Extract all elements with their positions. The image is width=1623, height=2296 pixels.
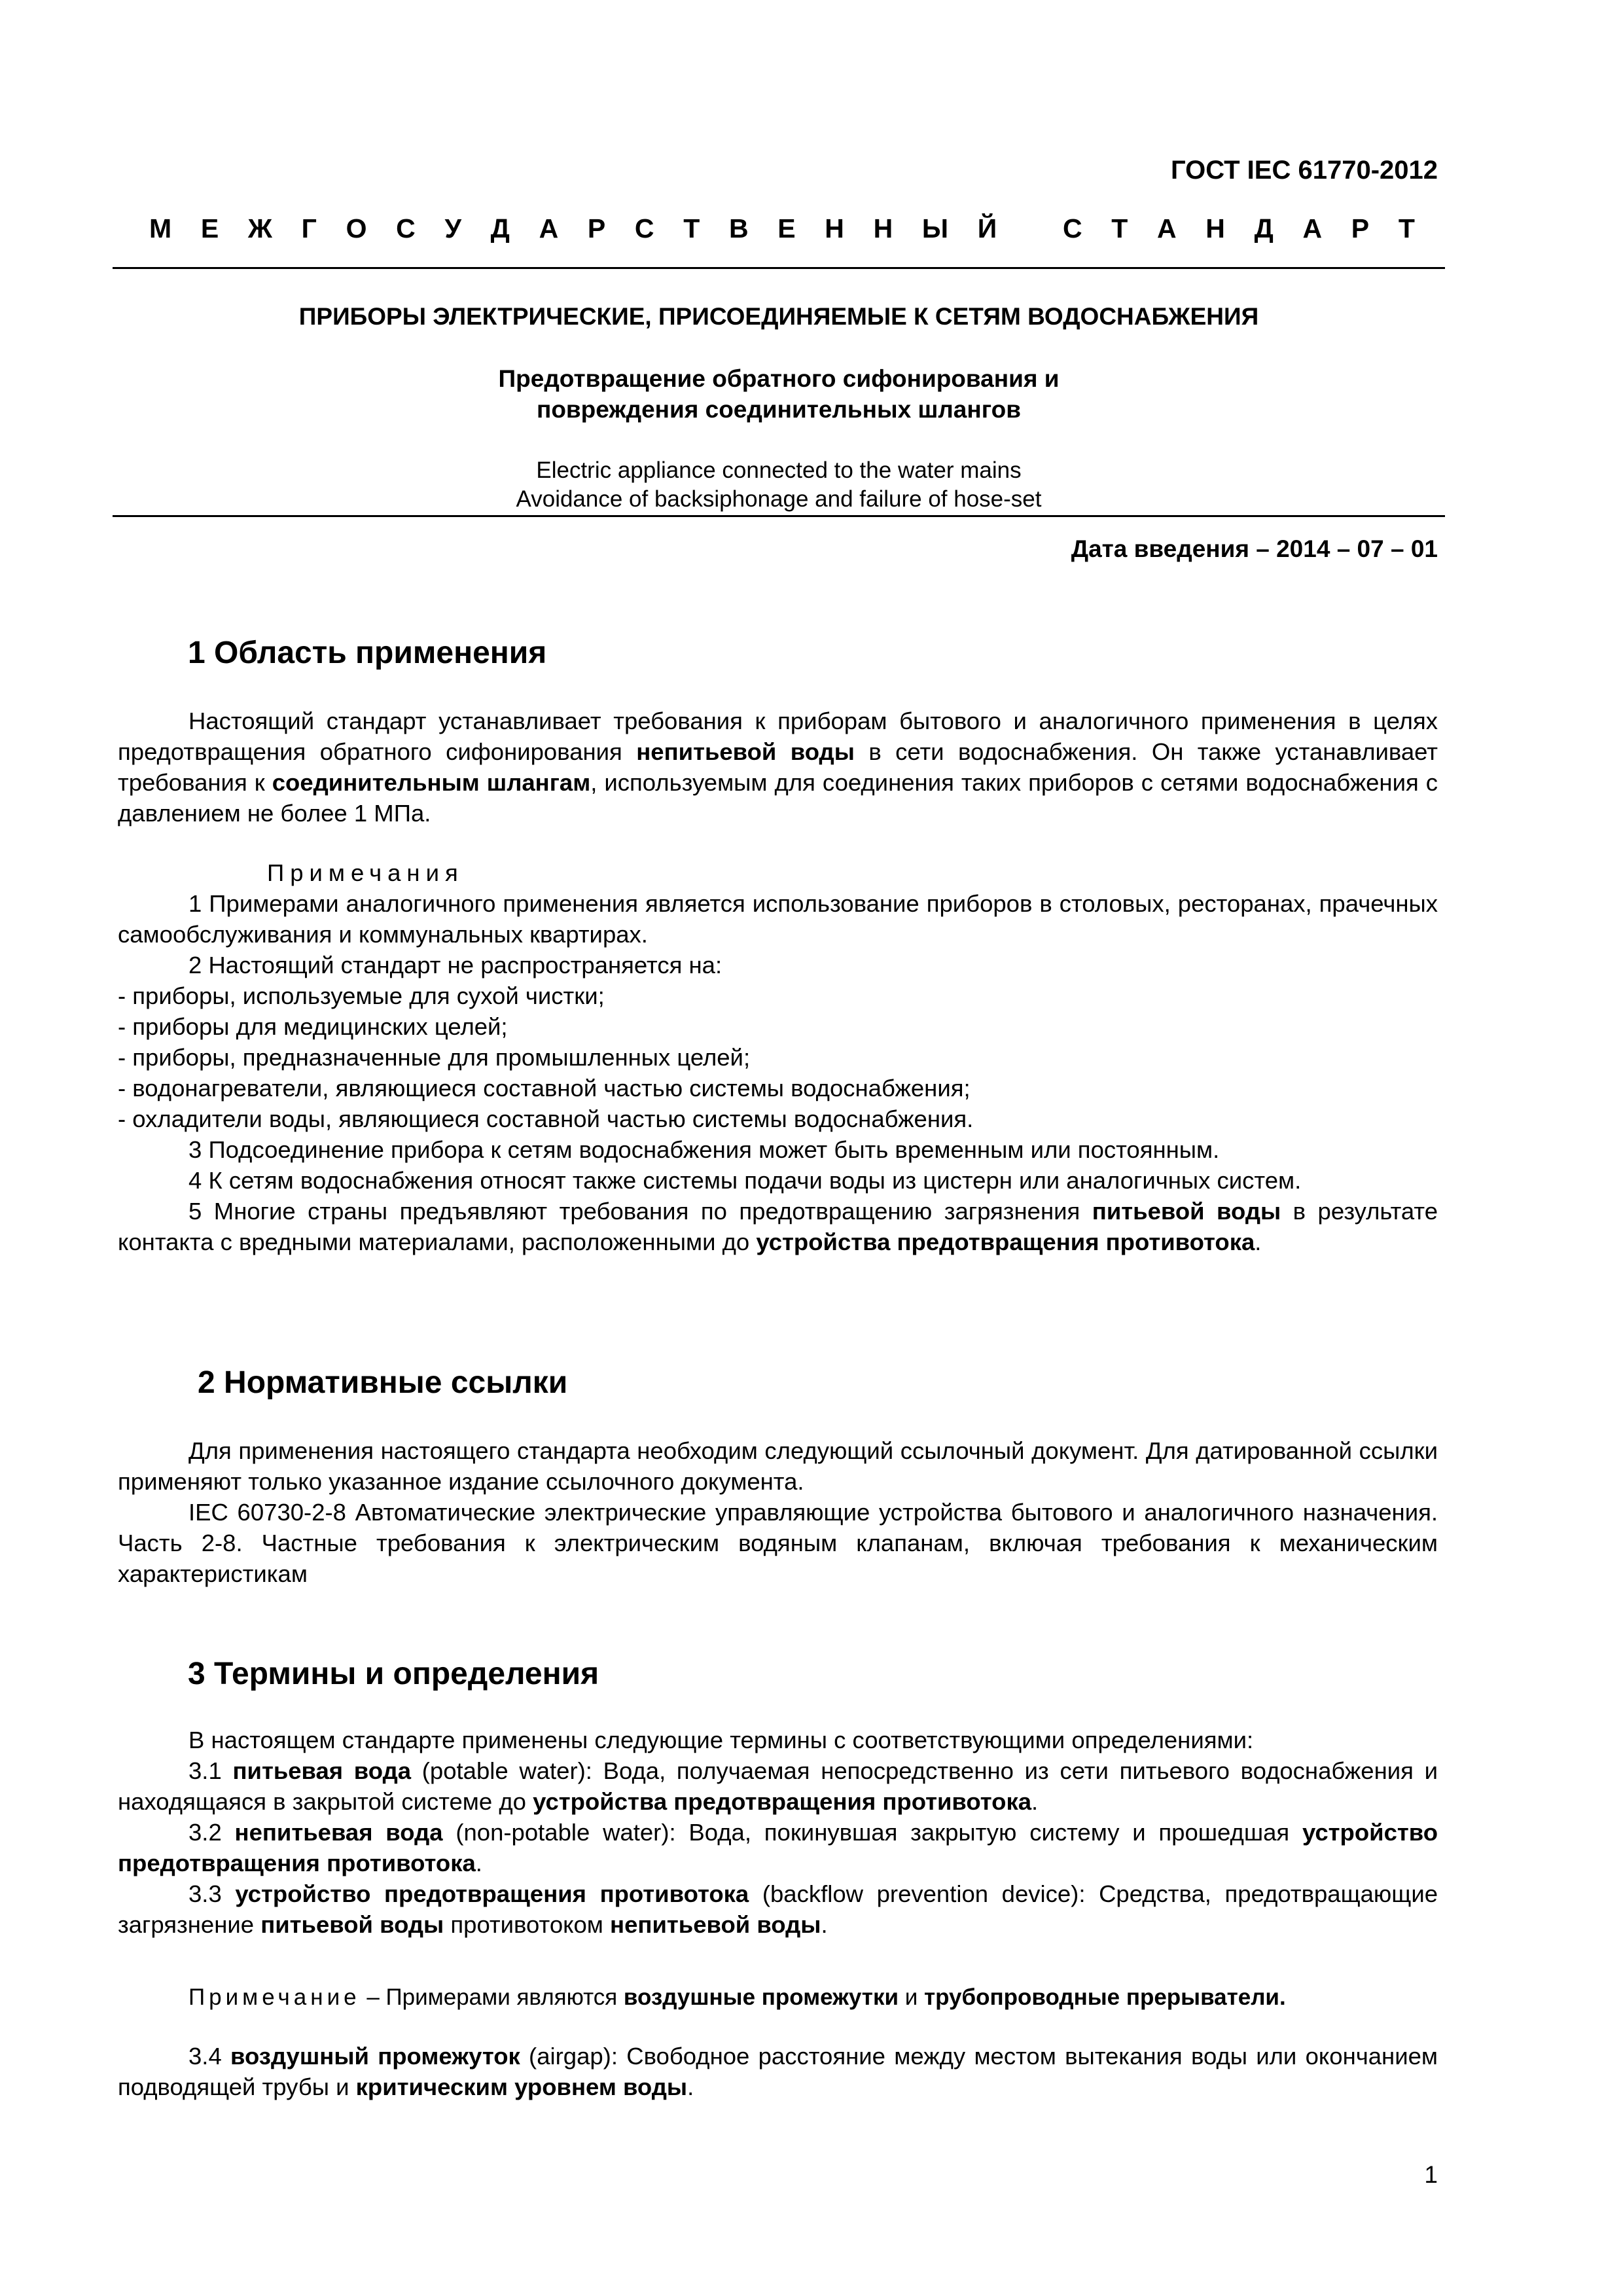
- note: 4 К сетям водоснабжения относят также системы подачи воды из цистерн или аналогичных систем.: [188, 1167, 1302, 1194]
- document-code: ГОСТ IEC 61770-2012: [1170, 156, 1438, 185]
- section-3-note: [118, 1982, 1438, 2013]
- banner-letter: О: [346, 213, 367, 243]
- banner-letter: Д: [1254, 213, 1274, 243]
- list-item: - охладители воды, являющиеся составной частью системы водоснабжения.: [118, 1105, 974, 1132]
- banner-letter: С: [396, 213, 416, 243]
- bold-term: воздушные промежутки: [623, 1984, 899, 2010]
- bold-term: соединительным шлангам: [272, 769, 591, 796]
- banner-letter: С: [1062, 213, 1082, 243]
- term-definition: 3.2 непитьевая вода (non-potable water): Вода, покинувшая закрытую систему и прошедшая устройство предотвращения противотока.: [118, 1819, 1438, 1876]
- banner-letter: Е: [777, 213, 796, 243]
- banner-letter: А: [1157, 213, 1177, 243]
- banner-gap: [1026, 213, 1033, 244]
- banner-letter: А: [539, 213, 559, 243]
- banner-letter: У: [444, 213, 461, 243]
- banner-letter: Т: [683, 213, 700, 243]
- bold-term: питьевой воды: [260, 1911, 444, 1938]
- bold-term: устройство предотвращения противотока: [118, 1819, 1438, 1876]
- banner-letter: Н: [1205, 213, 1225, 243]
- english-title: [113, 456, 1445, 514]
- notes-label: Примечания: [267, 859, 464, 886]
- list-item: - водонагреватели, являющиеся составной частью системы водоснабжения;: [118, 1075, 971, 1102]
- banner-letter: Т: [1111, 213, 1128, 243]
- section-2-heading: 2 Нормативные ссылки: [198, 1365, 568, 1400]
- paragraph: Для применения настоящего стандарта необходим следующий ссылочный документ. Для датированной ссылки применяют только указанное издание ссылочного документа.: [118, 1437, 1438, 1495]
- banner-letter: Е: [200, 213, 219, 243]
- banner-letter: Р: [587, 213, 606, 243]
- section-3-body: [118, 1725, 1438, 1940]
- document-subtitle: [113, 363, 1445, 425]
- section-3-heading: 3 Термины и определения: [188, 1657, 599, 1691]
- banner-letter: Н: [825, 213, 844, 243]
- note: 3 Подсоединение прибора к сетям водоснабжения может быть временным или постоянным.: [188, 1136, 1220, 1163]
- note: 1 Примерами аналогичного применения является использование приборов в столовых, ресторанах, прачечных самообслуживания и коммунальных квартирах.: [118, 890, 1438, 948]
- list-item: - приборы для медицинских целей;: [118, 1013, 508, 1040]
- english-title-line: Electric appliance connected to the water mains: [536, 457, 1022, 483]
- banner-letter: Н: [873, 213, 893, 243]
- page-number: 1: [1424, 2161, 1438, 2188]
- term: непитьевая вода: [234, 1819, 443, 1846]
- banner-letter: Р: [1351, 213, 1370, 243]
- note: Примечание – Примерами являются воздушные промежутки и трубопроводные прерыватели.: [188, 1984, 1286, 2010]
- paragraph: В настоящем стандарте применены следующие термины с соответствующими определениями:: [188, 1727, 1254, 1753]
- title-divider: [113, 515, 1445, 517]
- note: 5 Многие страны предъявляют требования по предотвращению загрязнения питьевой воды в результате контакта с вредными материалами, расположенными до устройства предотвращения противотока.: [118, 1198, 1438, 1255]
- banner-letter: Ы: [921, 213, 949, 243]
- bold-term: устройства предотвращения противотока: [533, 1788, 1032, 1815]
- paragraph: Настоящий стандарт устанавливает требования к приборам бытового и аналогичного применения в целях предотвращения обратного сифонирования непитьевой воды в сети водоснабжения. Он также устанавливает требования к соединительным шлангам, используемым для соединения таких приборов с сетями водоснабжения с давлением не более 1 МПа.: [118, 708, 1438, 827]
- banner-letter: Й: [977, 213, 997, 243]
- banner-letter: Г: [301, 213, 317, 243]
- section-1-heading: 1 Область применения: [188, 636, 547, 670]
- banner-letter: С: [634, 213, 654, 243]
- section-1-notes: [118, 857, 1438, 1257]
- bold-term: непитьевой воды: [610, 1911, 821, 1938]
- banner-letter: Т: [1398, 213, 1415, 243]
- banner-letter: Д: [490, 213, 510, 243]
- list-item: - приборы, используемые для сухой чистки;: [118, 982, 605, 1009]
- banner-letter: Ж: [247, 213, 272, 243]
- section-1-body: [118, 706, 1438, 829]
- term-definition: 3.4 воздушный промежуток (airgap): Свободное расстояние между местом вытекания воды или окончанием подводящей трубы и критическим уровнем воды.: [118, 2043, 1438, 2100]
- term: питьевая вода: [232, 1757, 412, 1784]
- bold-term: непитьевой воды: [636, 738, 855, 765]
- introduction-date: Дата введения – 2014 – 07 – 01: [1071, 535, 1438, 562]
- reference-entry: IEC 60730-2-8 Автоматические электрические управляющие устройства бытового и аналогичного назначения. Часть 2-8. Частные требования к электрическим водяным клапанам, включая требования к механическим характеристикам: [118, 1499, 1438, 1587]
- bold-term: питьевой воды: [1092, 1198, 1281, 1225]
- bold-term: устройства предотвращения противотока: [756, 1229, 1255, 1255]
- subtitle-line: повреждения соединительных шлангов: [536, 396, 1022, 423]
- term-definition: 3.1 питьевая вода (potable water): Вода, получаемая непосредственно из сети питьевого водоснабжения и находящаяся в закрытой системе до устройства предотвращения противотока.: [118, 1757, 1438, 1815]
- bold-term: критическим уровнем воды: [355, 2073, 688, 2100]
- note: 2 Настоящий стандарт не распространяется на:: [188, 952, 722, 978]
- section-3-term-34: [118, 2041, 1438, 2102]
- term-definition: 3.3 устройство предотвращения противотока (backflow prevention device): Средства, предотвращающие загрязнение питьевой воды противотоком непитьевой воды.: [118, 1880, 1438, 1938]
- header-divider: [113, 267, 1445, 269]
- banner-letter: М: [149, 213, 172, 243]
- term: воздушный промежуток: [230, 2043, 520, 2070]
- english-title-line: Avoidance of backsiphonage and failure of hose-set: [516, 486, 1042, 512]
- list-item: - приборы, предназначенные для промышленных целей;: [118, 1044, 751, 1071]
- term: устройство предотвращения противотока: [235, 1880, 749, 1907]
- subtitle-line: Предотвращение обратного сифонирования и: [498, 365, 1060, 392]
- banner-letter: В: [728, 213, 749, 243]
- document-title: ПРИБОРЫ ЭЛЕКТРИЧЕСКИЕ, ПРИСОЕДИНЯЕМЫЕ К СЕТЯМ ВОДОСНАБЖЕНИЯ: [298, 303, 1259, 330]
- bold-term: трубопроводные прерыватели.: [923, 1984, 1286, 2010]
- standard-banner: [149, 213, 1415, 244]
- section-2-body: [118, 1435, 1438, 1589]
- banner-letter: А: [1302, 213, 1323, 243]
